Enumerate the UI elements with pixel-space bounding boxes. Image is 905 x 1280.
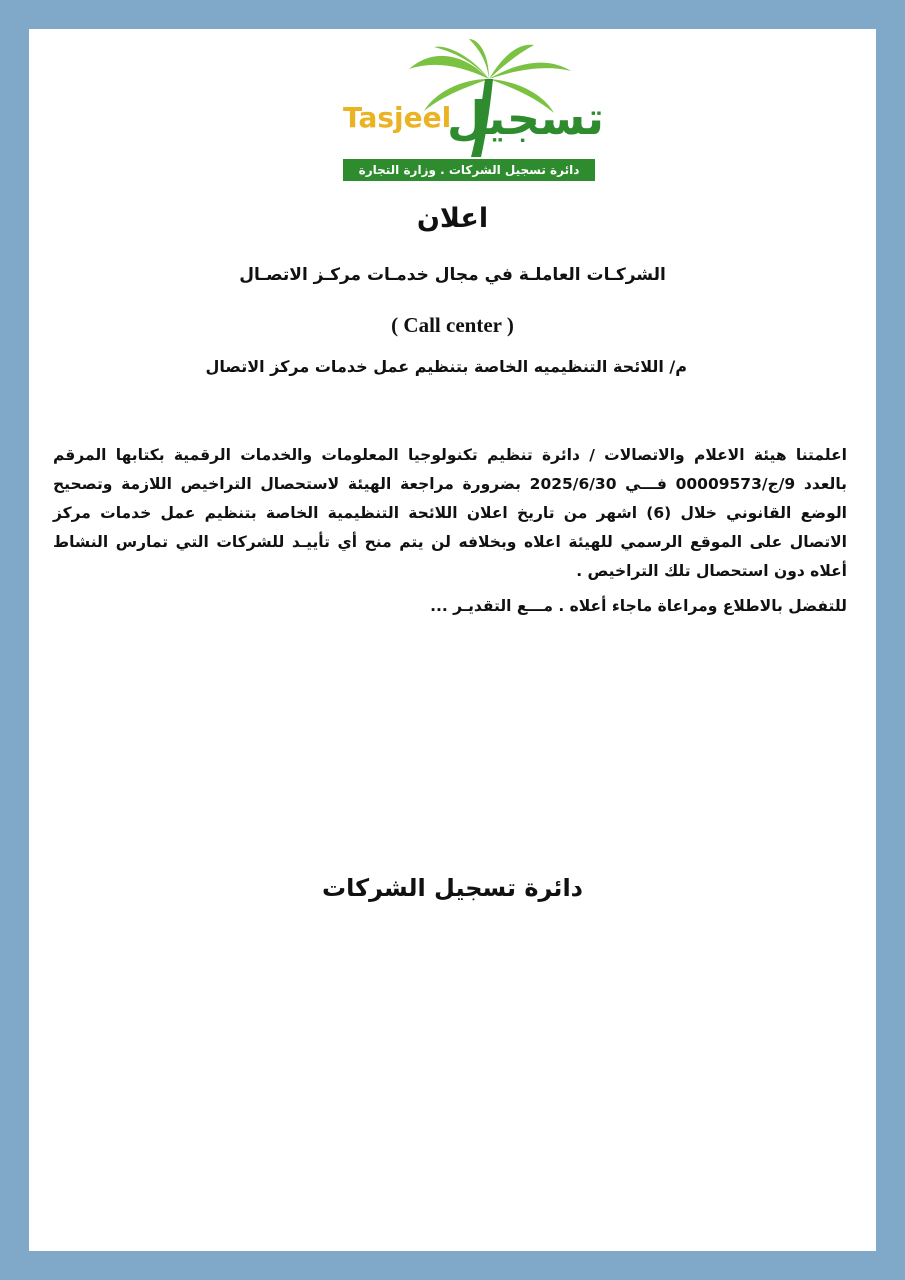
announcement-subject: م/ اللائحة التنظيميه الخاصة بتنظيم عمل خدمات مركز الاتصال [205, 357, 687, 376]
announcement-subtitle: الشركـات العاملـة في مجال خدمـات مركـز الاتصـال [239, 265, 666, 285]
body-paragraph: اعلمتنا هيئة الاعلام والاتصالات / دائرة تنظيم تكنولوجيا المعلومات والخدمات الرقمية بكتابها المرقم بالعدد 9/ج/00009573 فـــي 2025/6/30 بضرورة مراجعة الهيئة لاستحصال التراخيص اللازمة وتصحيح الوضع القانوني خلال (6) اشهر من تاريخ اعلان اللائحة التنظيمية الخاصة بتنظيم عمل خدمات مركز الاتصال على الموقع الرسمي للهيئة اعلاه وبخلافه لن يتم منح أي تأييـد للشركات التي تمارس النشاط أعلاه دون استحصال تلك التراخيص . [53, 446, 847, 580]
announcement-title: اعلان [416, 203, 489, 234]
announcement-page [29, 29, 876, 1251]
logo-tagline: دائرة تسجيل الشركات . وزارة التجارة [343, 159, 595, 181]
logo-arabic-text: تسجيل [447, 91, 605, 145]
logo-latin-text: Tasjeel [343, 101, 452, 134]
tasjeel-logo [339, 39, 605, 189]
closing-line: للتفضل بالاطلاع ومراعاة ماجاء أعلاه . مـــع التقديـر ... [430, 597, 847, 615]
signature: دائرة تسجيل الشركات [322, 874, 583, 902]
call-center-label: ( Call center ) [391, 313, 514, 337]
